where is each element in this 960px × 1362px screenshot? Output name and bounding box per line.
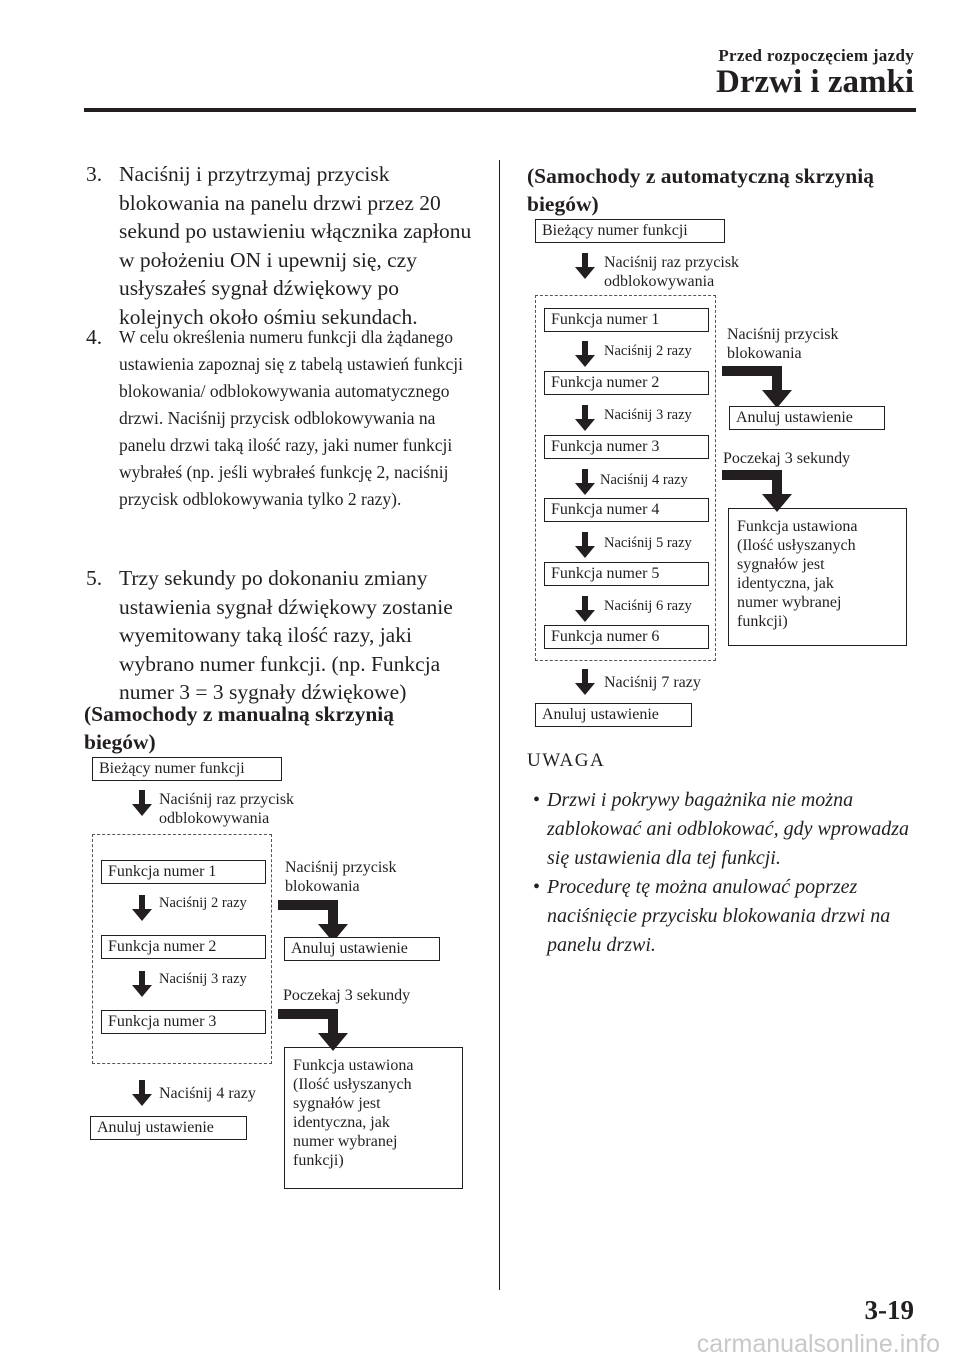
step-number: 3. [86, 162, 103, 186]
down-arrow-icon [573, 532, 597, 558]
page-title: Drzwi i zamki [716, 64, 914, 100]
manual-cancel-box-2: Anuluj ustawienie [284, 937, 440, 961]
press-label: Naciśnij 3 razy [604, 407, 692, 423]
auto-press-lock: Naciśnij przycisk blokowania [727, 326, 839, 362]
press-label: Naciśnij 3 razy [159, 971, 247, 987]
auto-start-box: Bieżący numer funkcji [535, 219, 725, 243]
auto-cancel-box: Anuluj ustawienie [535, 703, 692, 727]
section-title: Przed rozpoczęciem jazdy [718, 46, 914, 65]
step-5 [86, 564, 486, 707]
down-arrow-icon [573, 405, 597, 431]
down-arrow-icon [130, 895, 154, 921]
press-label: Naciśnij 2 razy [604, 343, 692, 359]
down-arrow-icon [573, 469, 597, 495]
manual-wait: Poczekaj 3 sekundy [283, 987, 411, 1004]
down-arrow-icon [573, 253, 597, 279]
manual-heading: (Samochody z manualną skrzynią biegów) [84, 702, 394, 754]
manual-press-unlock: Naciśnij raz przycisk odblokowywania [159, 791, 295, 827]
press-label: Naciśnij 4 razy [600, 472, 688, 488]
press-label: Naciśnij 6 razy [604, 598, 692, 614]
note-item [527, 873, 912, 960]
page-number: 3-19 [864, 1295, 914, 1325]
function-box: Funkcja numer 3 [101, 1010, 266, 1034]
manual-result-box: Funkcja ustawiona (Ilość usłyszanych sygnałów jest identyczna, jak numer wybranej funkcji) [284, 1047, 463, 1189]
note-item [527, 786, 912, 873]
bend-arrow-icon [278, 896, 358, 942]
function-box: Funkcja numer 4 [544, 498, 709, 522]
auto-cancel-box-2: Anuluj ustawienie [729, 406, 885, 430]
note-heading: UWAGA [527, 750, 606, 771]
bend-arrow-icon [278, 1005, 358, 1051]
auto-result-box: Funkcja ustawiona (Ilość usłyszanych sygnałów jest identyczna, jak numer wybranej funkcji) [728, 508, 907, 646]
note-list [527, 786, 912, 960]
function-box: Funkcja numer 1 [101, 860, 266, 884]
step-text: Naciśnij i przytrzymaj przycisk blokowania na panelu drzwi przez 20 sekund po ustawieniu włącznika zapłonu w położeniu ON i upewnij się, czy usłyszałeś sygnał dźwiękowy po kolejnych około ośmiu sekundach. [119, 162, 472, 329]
step-text: W celu określenia numeru funkcji dla żądanego ustawienia zapoznaj się z tabelą ustawień funkcji blokowania/ odblokowywania automatycznego drzwi. Naciśnij przycisk odblokowywania na panelu drzwi taką ilość razy, jaki numer funkcji wybrałeś (np. jeśli wybrałeś funkcję 2, naciśnij przycisk odblokowywania tylko 2 razy). [119, 327, 464, 509]
down-arrow-icon [130, 971, 154, 997]
function-box: Funkcja numer 1 [544, 308, 709, 332]
note-text: Procedurę tę można anulować poprzez naciśnięcie przycisku blokowania drzwi na panelu drzwi. [547, 876, 891, 956]
note-text: Drzwi i pokrywy bagażnika nie można zablokować ani odblokować, gdy wprowadza się ustawienia dla tej funkcji. [547, 789, 910, 869]
press-label: Naciśnij 5 razy [604, 535, 692, 551]
auto-final-press: Naciśnij 7 razy [604, 674, 701, 691]
down-arrow-icon [573, 596, 597, 622]
bend-arrow-icon [722, 466, 802, 512]
auto-heading: (Samochody z automatyczną skrzynią biegów) [527, 164, 874, 216]
auto-press-unlock: Naciśnij raz przycisk odblokowywania [604, 254, 740, 290]
function-box: Funkcja numer 3 [544, 435, 709, 459]
step-text: Trzy sekundy po dokonaniu zmiany ustawienia sygnał dźwiękowy zostanie wyemitowany taką ilość razy, jaki wybrano numer funkcji. (np. Funkcja numer 3 = 3 sygnały dźwiękowe) [119, 566, 453, 704]
press-label: Naciśnij 2 razy [159, 895, 247, 911]
down-arrow-icon [130, 1080, 154, 1106]
header-rule [84, 108, 916, 112]
function-box: Funkcja numer 2 [544, 371, 709, 395]
bullet-icon: • [533, 876, 541, 898]
step-number: 5. [86, 566, 103, 590]
auto-wait: Poczekaj 3 sekundy [723, 450, 851, 467]
step-number: 4. [86, 325, 103, 349]
bullet-icon: • [533, 789, 541, 811]
step-4 [86, 324, 478, 513]
manual-press-lock: Naciśnij przycisk blokowania [285, 859, 397, 895]
function-box: Funkcja numer 6 [544, 625, 709, 649]
down-arrow-icon [573, 669, 597, 695]
manual-cancel-box: Anuluj ustawienie [90, 1116, 247, 1140]
down-arrow-icon [130, 790, 154, 816]
watermark: carmanualsonline.info [696, 1330, 940, 1358]
step-3 [86, 160, 486, 331]
function-box: Funkcja numer 2 [101, 935, 266, 959]
column-divider [499, 160, 500, 1290]
bend-arrow-icon [722, 362, 802, 408]
manual-start-box: Bieżący numer funkcji [92, 757, 282, 781]
down-arrow-icon [573, 341, 597, 367]
manual-final-press: Naciśnij 4 razy [159, 1085, 256, 1102]
function-box: Funkcja numer 5 [544, 562, 709, 586]
